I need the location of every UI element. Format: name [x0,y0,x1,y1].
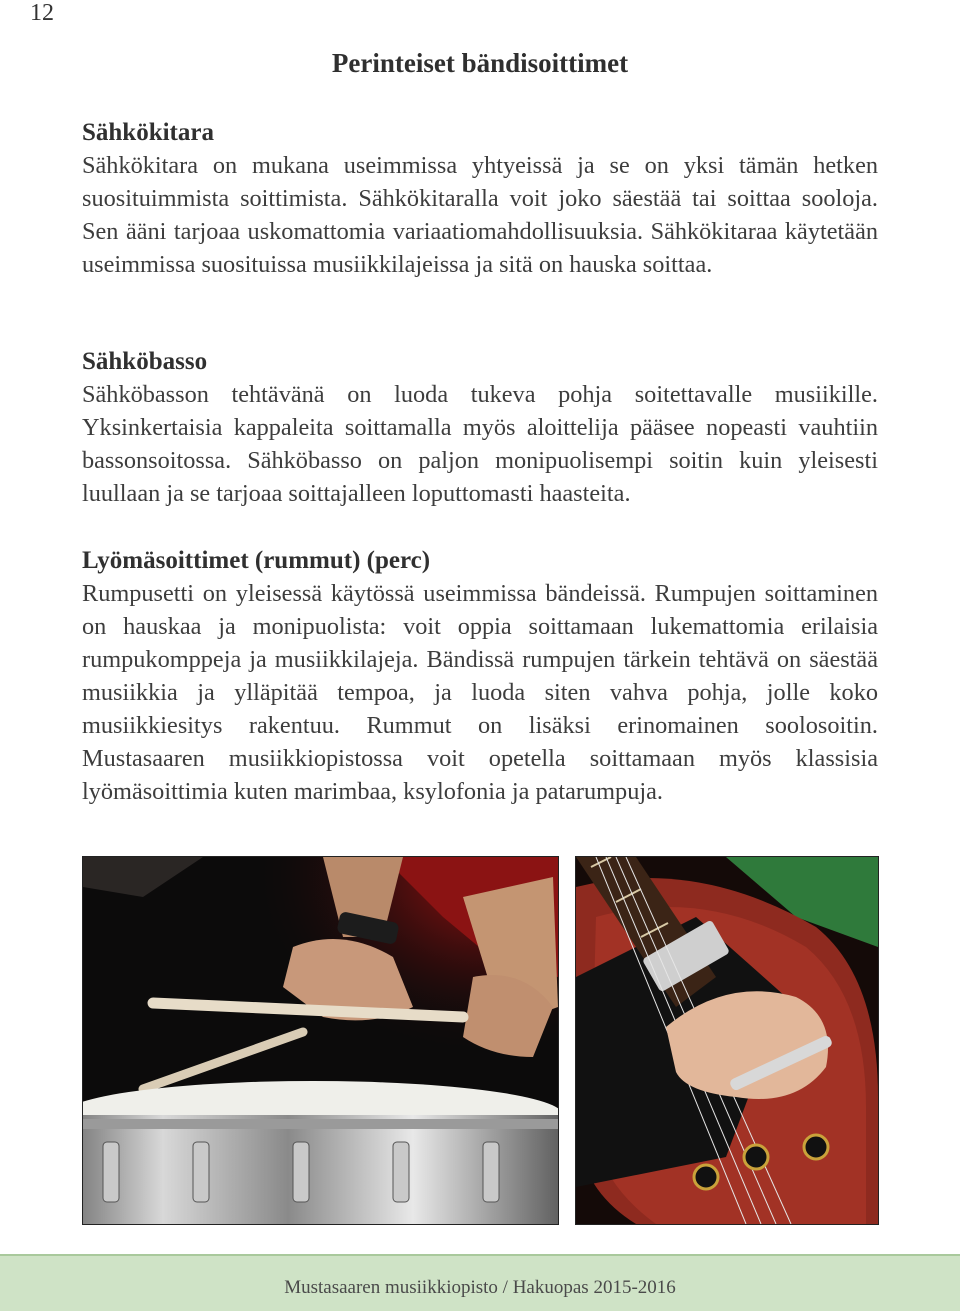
section-body: Rumpusetti on yleisessä käytössä useimmissa bändeissä. Rumpujen soittaminen on hauskaa ja monipuolista: voit oppia soittamaan lukemattomia erilaisia rumpukomppeja ja musiikkilajeja. Bändissä rumpujen tärkein tehtävä on säestää musiikkia ja ylläpitää tempoa, ja luoda siten vahva pohja, jolle koko musiikkiesitys rakentuu. Rummut on lisäksi erinomainen soolosoitin. Mustasaaren musiikkiopistossa voit opetella soittamaan myös klassisia lyömäsoittimia kuten marimbaa, ksylofonia ja patarumpuja. [82,580,878,805]
section-heading: Sähkökitara [82,119,214,146]
section-percussion [82,544,878,808]
section-heading: Lyömäsoittimet (rummut) (perc) [82,547,431,574]
guitar-photo [575,856,879,1225]
page-title: Perinteiset bändisoittimet [331,48,629,78]
footer-text: Mustasaaren musiikkiopisto / Hakuopas 2015-2016 [284,1277,676,1298]
section-body: Sähköbasson tehtävänä on luoda tukeva pohja soitettavalle musiikille. Yksinkertaisia kappaleita soittamalla myös aloittelija pääsee nopeasti vauhtiin bassonsoitossa. Sähköbasso on paljon monipuolisempi soitin kuin yleisesti luullaan ja se tarjoaa soittajalleen loputtomasti haasteita. [82,381,878,507]
section-body: Sähkökitara on mukana useimmissa yhtyeissä ja se on yksi tämän hetken suosituimmista soittimista. Sähkökitaralla voit joko säestää tai soittaa sooloja. Sen ääni tarjoaa uskomattomia variaatiomahdollisuuksia. Sähkökitaraa käytetään useimmissa suosituissa musiikkilajeissa ja sitä on hauska soittaa. [82,152,878,278]
section-electric-guitar [82,116,878,281]
section-heading: Sähköbasso [82,348,208,375]
page-number: 12 [30,0,54,26]
drums-photo [82,856,559,1225]
section-bass [82,345,878,510]
